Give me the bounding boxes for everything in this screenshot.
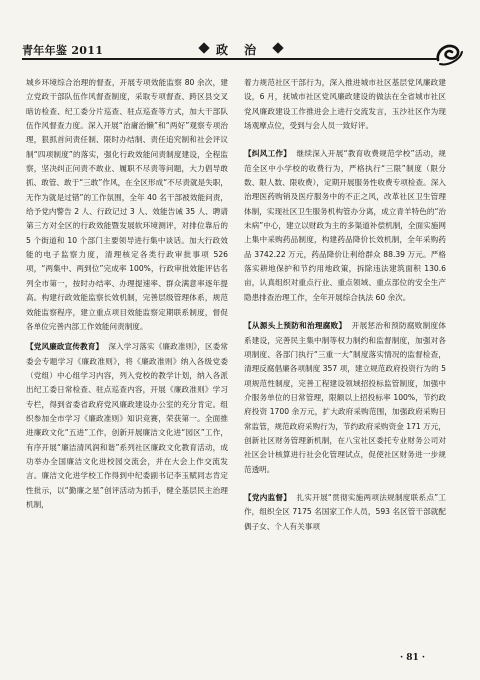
paragraph: 【纠风工作】 继续深入开展“教育收费规范学校”活动，规范全区中小学校的收费行为，严格执行“三限”制度（限分数、限人数、限收费），定期开展服务性收费专项检查。深入治理医药购销及医疗服务中的不正之风，改革社区卫生管理体制，实现社区卫生服务机构管办分离，成立青羊特色的“治未病”中心，建立以财政为主的多渠道补偿机制，全面实施网上集中采购药品制度，构建药品降价长效机制，全年采购药品 3742.22 万元，药品降价让利给群众 88.39 万元。严格落实耕地保护和节约用地政策，拆除违法建筑面积 130.6 亩，认真组织对重点行业、重点领域、重点部位的安全生产隐患排查治理工作，全年开展综合执法 60 余次。 xyxy=(244,149,447,302)
left-column xyxy=(26,76,228,512)
paragraph: 着力规范社区干部行为，深入推进城市社区基层党风廉政建设，6 月，抚城市社区党风廉政建设的做法在全省城市社区党风廉政建设工作推进会上进行交流发言，玉沙社区作为现场观摩点位，受到与会人员一致好评。 xyxy=(244,78,446,131)
right-column xyxy=(244,76,446,534)
section-heading: 【纠风工作】 xyxy=(244,149,292,159)
section-heading: 【党风廉政宣传教育】 xyxy=(26,342,104,352)
paragraph: 【党内监督】 扎实开展“贯彻实施两项法规制度联系点”工作，组织全区 7175 名国家工作人员，593 名区管干部就配偶子女、个人有关事项 xyxy=(244,492,447,531)
swirl-logo-icon xyxy=(434,40,464,66)
page-number: · 81 · xyxy=(400,653,426,663)
paragraph: 城乡环境综合治理的督查，开展专项效能监察 80 余次，建立党政干部队伍作风督查制度，采取专项督查、跨区县交叉暗访检查、纪工委分片巡查、驻点巡查等方式，加大干部队伍作风督查力度。深入开展“治庸治懒”和“两好”观察专项治理，狠抓首问责任制、限时办结制、责任追究制和社会评议制“四项制度”的落实，强化行政效能问责制度建设，全程监察，坚决纠正问责不敢业、履职不尽责等问题，大力倡导敢抓、敢管、敢于“三敢”作风，在全区形成“不尽责就是失职，无作为就是过错”的工作氛围，全年 40 名干部被效能问责，给予党内警告 2 人、行政记过 3 人、效能告诫 35 人、聘请第三方对全区的行政效能暨发展软环境测评，对排位靠后的 5 个街道和 10 个部门主要领导进行集中谈话。加大行政效能的电子监察力度，清理核定各类行政审批事项 526 项，“两集中、两到位”完成率 100%，行政审批效能评估名列全市第一，按时办结率、办理提速率、群众满意率逐年提高。构建行政效能监察长效机制，完善层级管理体系，规范效能监察程序，建立重点项目效能监察定期联系制度，督促各单位完善内部工作效能问责制度。 xyxy=(26,78,228,331)
section-heading: 【党内监督】 xyxy=(244,492,292,502)
section-heading: 【从源头上预防和治理腐败】 xyxy=(244,321,347,331)
diamond-icon xyxy=(272,42,283,53)
diamond-icon xyxy=(198,42,209,53)
paragraph: 【党风廉政宣传教育】 深入学习落实《廉政准则》，区委常委会专题学习《廉政准则》，将《廉政准则》纳入各级党委（党组）中心组学习内容，列入党校的教学计划，纳入各派出纪工委日常检查、驻点巡查内容，开展《廉政准则》学习专栏，得到省委省政府党风廉政建设办公室的充分肯定。组织参加全市学习《廉政准则》知识竞赛，荣获第一。全面推进廉政文化“五进”工作，创新开展廉洁文化进“园区”工作，有序开展“廉洁清风润和谐”系列社区廉政文化教育活动，成功举办全国廉洁文化进校园交流会，并在大会上作交流发言。廉洁文化进学校工作得到中纪委副书记李玉赋同志肯定性批示，以“勤廉之星”创评活动为抓手，健全基层民主治理机制， xyxy=(26,342,229,509)
header-rule xyxy=(22,58,437,60)
running-header xyxy=(22,40,454,62)
paragraph: 【从源头上预防和治理腐败】 开展惩治和预防腐败制度体系建设，完善民主集中制等权力制约和监督制度，加强对各项制度、各部门执行“三重一大”制度落实情况的监督检查，清理反腐倡廉各项制度 357 项，建立规范政府投资行为的 5 项规范性制度，完善工程建设领域招投标监管制度，加强中介服务单位的日常管理，限额以上招投标率 100%，节约政府投资 1700 余万元，扩大政府采购范围，加强政府采购日常监管，规范政府采购行为，节约政府采购资金 171 万元，创新社区财务管理新机制，在八宝社区委托专业财务公司对社区会计核算进行社会化管理试点，促使社区财务进一步规范透明。 xyxy=(244,321,447,474)
section-title: 政 治 xyxy=(216,43,263,57)
yearbook-title: 青年年鉴 2011 xyxy=(22,44,104,57)
